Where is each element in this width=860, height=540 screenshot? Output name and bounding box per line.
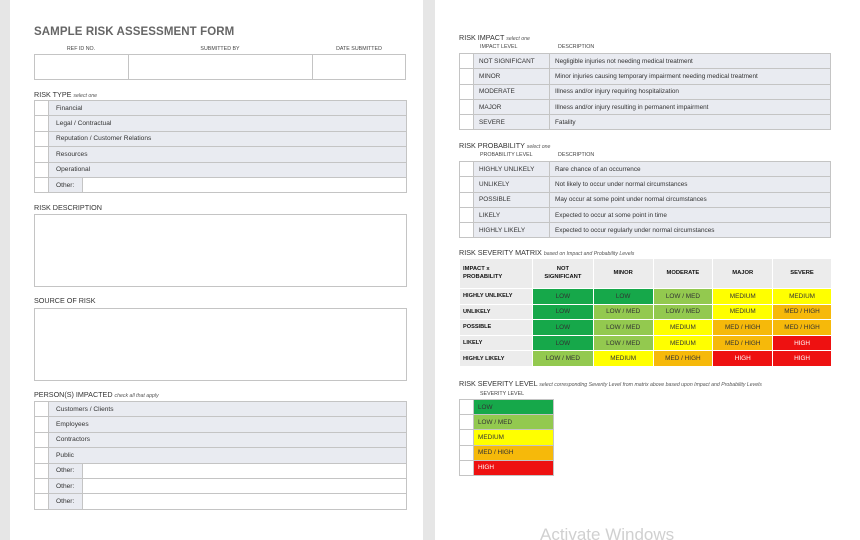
persons-impacted-list xyxy=(34,401,407,510)
severity-checkbox[interactable] xyxy=(460,460,474,475)
risk-type-checkbox[interactable] xyxy=(35,162,49,177)
risk-probability-heading xyxy=(459,141,550,150)
list-item xyxy=(35,402,407,417)
risk-probability-title: RISK PROBABILITY xyxy=(459,141,525,150)
probability-description: Rare chance of an occurrence xyxy=(550,162,831,177)
risk-type-note: select one xyxy=(73,93,98,99)
ref-id-field[interactable] xyxy=(34,54,129,80)
table-row xyxy=(460,207,831,222)
severity-level-title: RISK SEVERITY LEVEL xyxy=(459,379,538,388)
severity-level-option: MED / HIGH xyxy=(474,445,554,460)
probability-checkbox[interactable] xyxy=(460,192,474,207)
matrix-cell: LOW / MED xyxy=(593,304,653,320)
impact-level: SEVERE xyxy=(474,115,550,130)
person-other-field[interactable] xyxy=(83,463,407,478)
person-other-field[interactable] xyxy=(83,494,407,509)
risk-impact-heading xyxy=(459,33,530,42)
person-checkbox[interactable] xyxy=(35,402,49,417)
risk-type-option: Financial xyxy=(49,101,407,116)
risk-type-option-other: Other: xyxy=(49,177,83,192)
matrix-row xyxy=(460,320,832,336)
severity-matrix-heading xyxy=(459,248,634,257)
persons-impacted-title: PERSON(S) IMPACTED xyxy=(34,390,113,399)
impact-checkbox[interactable] xyxy=(460,84,474,99)
severity-level-note: select corresponding Severity Level from matrix above based upon Impact and Probability Levels xyxy=(539,382,762,388)
matrix-corner-line: IMPACT x xyxy=(463,266,490,272)
list-item xyxy=(35,101,407,116)
matrix-col-header: MODERATE xyxy=(653,259,713,289)
person-option: Customers / Clients xyxy=(49,402,407,417)
matrix-row xyxy=(460,351,832,367)
person-other-field[interactable] xyxy=(83,478,407,493)
severity-level-table xyxy=(459,399,554,476)
probability-checkbox[interactable] xyxy=(460,177,474,192)
list-item xyxy=(35,448,407,463)
list-item xyxy=(35,116,407,131)
matrix-col-header: MINOR xyxy=(593,259,653,289)
impact-checkbox[interactable] xyxy=(460,54,474,69)
matrix-header-row xyxy=(460,259,832,289)
person-option-other: Other: xyxy=(49,463,83,478)
severity-checkbox[interactable] xyxy=(460,445,474,460)
matrix-row xyxy=(460,289,832,305)
matrix-cell: HIGH xyxy=(773,335,832,351)
impact-level: MAJOR xyxy=(474,99,550,114)
list-item xyxy=(35,478,407,493)
probability-description: Not likely to occur under normal circumstances xyxy=(550,177,831,192)
matrix-row-header: HIGHLY LIKELY xyxy=(460,351,533,367)
table-row xyxy=(460,445,554,460)
matrix-corner-header xyxy=(460,259,533,289)
impact-description: Illness and/or injury resulting in permanent impairment xyxy=(550,99,831,114)
person-checkbox[interactable] xyxy=(35,432,49,447)
impact-description: Fatality xyxy=(550,115,831,130)
risk-impact-title: RISK IMPACT xyxy=(459,33,505,42)
matrix-corner-line: PROBABILITY xyxy=(463,273,503,280)
table-row xyxy=(460,99,831,114)
matrix-col-header xyxy=(532,259,593,289)
severity-checkbox[interactable] xyxy=(460,430,474,445)
matrix-cell: MEDIUM xyxy=(653,335,713,351)
list-item xyxy=(35,463,407,478)
matrix-row xyxy=(460,304,832,320)
impact-checkbox[interactable] xyxy=(460,69,474,84)
severity-level-option: LOW xyxy=(474,400,554,415)
matrix-col-header: SEVERE xyxy=(773,259,832,289)
activate-windows-watermark: Activate Windows xyxy=(540,525,675,540)
severity-matrix-table xyxy=(459,258,832,367)
persons-impacted-heading xyxy=(34,390,159,399)
risk-type-checkbox[interactable] xyxy=(35,101,49,116)
risk-type-checkbox[interactable] xyxy=(35,131,49,146)
severity-level-option: MEDIUM xyxy=(474,430,554,445)
matrix-cell: LOW / MED xyxy=(653,289,713,305)
risk-type-option: Resources xyxy=(49,147,407,162)
risk-type-heading xyxy=(34,90,97,99)
risk-type-list xyxy=(34,100,407,193)
person-option-other: Other: xyxy=(49,478,83,493)
risk-type-checkbox[interactable] xyxy=(35,147,49,162)
severity-level-col-header: SEVERITY LEVEL xyxy=(480,391,525,397)
table-row xyxy=(460,460,554,475)
impact-level: MODERATE xyxy=(474,84,550,99)
table-row xyxy=(460,115,831,130)
person-option: Employees xyxy=(49,417,407,432)
person-checkbox[interactable] xyxy=(35,478,49,493)
source-of-risk-field[interactable] xyxy=(34,308,407,381)
risk-description-heading: RISK DESCRIPTION xyxy=(34,203,102,212)
person-checkbox[interactable] xyxy=(35,417,49,432)
table-row xyxy=(460,430,554,445)
matrix-row-header: POSSIBLE xyxy=(460,320,533,336)
matrix-cell: MED / HIGH xyxy=(713,335,773,351)
impact-desc-col-header: DESCRIPTION xyxy=(558,44,595,50)
probability-description: May occur at some point under normal circumstances xyxy=(550,192,831,207)
persons-impacted-note: check all that apply xyxy=(114,393,159,399)
table-row xyxy=(460,162,831,177)
matrix-row-header: UNLIKELY xyxy=(460,304,533,320)
risk-type-checkbox[interactable] xyxy=(35,177,49,192)
matrix-cell: LOW / MED xyxy=(593,335,653,351)
matrix-cell: HIGH xyxy=(773,351,832,367)
probability-level: HIGHLY UNLIKELY xyxy=(474,162,550,177)
person-option: Public xyxy=(49,448,407,463)
matrix-cell: MED / HIGH xyxy=(773,304,832,320)
list-item xyxy=(35,177,407,192)
matrix-cell: MED / HIGH xyxy=(773,320,832,336)
severity-checkbox[interactable] xyxy=(460,400,474,415)
matrix-col-header-line: SIGNIFICANT xyxy=(544,273,582,280)
table-row xyxy=(460,223,831,238)
probability-level-col-header: PROBABILITY LEVEL xyxy=(480,152,533,158)
severity-level-heading xyxy=(459,379,762,388)
person-option-other: Other: xyxy=(49,494,83,509)
matrix-row-header: HIGHLY UNLIKELY xyxy=(460,289,533,305)
risk-type-option: Operational xyxy=(49,162,407,177)
impact-checkbox[interactable] xyxy=(460,115,474,130)
severity-level-option: LOW / MED xyxy=(474,415,554,430)
table-row xyxy=(460,415,554,430)
matrix-cell: HIGH xyxy=(713,351,773,367)
risk-probability-table xyxy=(459,161,831,238)
list-item xyxy=(35,131,407,146)
impact-checkbox[interactable] xyxy=(460,99,474,114)
severity-matrix-title: RISK SEVERITY MATRIX xyxy=(459,248,542,257)
table-row xyxy=(460,192,831,207)
probability-level: POSSIBLE xyxy=(474,192,550,207)
probability-checkbox[interactable] xyxy=(460,223,474,238)
probability-level: HIGHLY LIKELY xyxy=(474,223,550,238)
impact-level: MINOR xyxy=(474,69,550,84)
list-item xyxy=(35,147,407,162)
table-row xyxy=(460,400,554,415)
matrix-cell: LOW xyxy=(593,289,653,305)
matrix-cell: LOW / MED xyxy=(593,320,653,336)
person-checkbox[interactable] xyxy=(35,494,49,509)
probability-desc-col-header: DESCRIPTION xyxy=(558,152,595,158)
risk-impact-table xyxy=(459,53,831,130)
ref-id-label: REF ID NO. xyxy=(66,46,96,52)
risk-type-title: RISK TYPE xyxy=(34,90,72,99)
table-row xyxy=(460,69,831,84)
impact-description: Negligible injuries not needing medical treatment xyxy=(550,54,831,69)
risk-type-other-field[interactable] xyxy=(83,177,407,192)
date-submitted-field[interactable] xyxy=(312,54,406,80)
list-item xyxy=(35,162,407,177)
submitted-by-field[interactable] xyxy=(128,54,313,80)
matrix-col-header-line: NOT xyxy=(556,266,570,272)
matrix-cell: MEDIUM xyxy=(713,304,773,320)
table-row xyxy=(460,84,831,99)
person-checkbox[interactable] xyxy=(35,463,49,478)
impact-description: Minor injuries causing temporary impairment needing medical treatment xyxy=(550,69,831,84)
probability-description: Expected to occur at some point in time xyxy=(550,207,831,222)
matrix-cell: LOW xyxy=(532,335,593,351)
form-page-right xyxy=(435,0,860,540)
probability-level: UNLIKELY xyxy=(474,177,550,192)
risk-type-checkbox[interactable] xyxy=(35,116,49,131)
impact-description: Illness and/or injury requiring hospitalization xyxy=(550,84,831,99)
matrix-row-header: LIKELY xyxy=(460,335,533,351)
risk-type-option: Reputation / Customer Relations xyxy=(49,131,407,146)
matrix-cell: LOW xyxy=(532,304,593,320)
table-row xyxy=(460,54,831,69)
impact-level: NOT SIGNIFICANT xyxy=(474,54,550,69)
form-page-left xyxy=(10,0,423,540)
probability-checkbox[interactable] xyxy=(460,162,474,177)
matrix-cell: LOW / MED xyxy=(532,351,593,367)
matrix-cell: LOW xyxy=(532,320,593,336)
severity-checkbox[interactable] xyxy=(460,415,474,430)
severity-level-option: HIGH xyxy=(474,460,554,475)
probability-description: Expected to occur regularly under normal circumstances xyxy=(550,223,831,238)
person-checkbox[interactable] xyxy=(35,448,49,463)
risk-type-option: Legal / Contractual xyxy=(49,116,407,131)
source-of-risk-heading: SOURCE OF RISK xyxy=(34,296,96,305)
matrix-cell: MED / HIGH xyxy=(713,320,773,336)
matrix-row xyxy=(460,335,832,351)
list-item xyxy=(35,494,407,509)
submitted-by-label: SUBMITTED BY xyxy=(200,46,240,52)
form-title: SAMPLE RISK ASSESSMENT FORM xyxy=(34,26,235,38)
impact-level-col-header: IMPACT LEVEL xyxy=(480,44,518,50)
matrix-cell: MEDIUM xyxy=(773,289,832,305)
risk-impact-note: select one xyxy=(506,36,530,42)
matrix-cell: LOW xyxy=(532,289,593,305)
probability-level: LIKELY xyxy=(474,207,550,222)
severity-matrix-note: based on Impact and Probability Levels xyxy=(543,251,635,257)
risk-description-field[interactable] xyxy=(34,214,407,287)
matrix-cell: MEDIUM xyxy=(593,351,653,367)
date-submitted-label: DATE SUBMITTED xyxy=(336,46,382,52)
list-item xyxy=(35,417,407,432)
list-item xyxy=(35,432,407,447)
risk-probability-note: select one xyxy=(526,144,551,150)
person-option: Contractors xyxy=(49,432,407,447)
probability-checkbox[interactable] xyxy=(460,207,474,222)
matrix-cell: MED / HIGH xyxy=(653,351,713,367)
matrix-cell: MEDIUM xyxy=(713,289,773,305)
matrix-cell: LOW / MED xyxy=(653,304,713,320)
matrix-col-header: MAJOR xyxy=(713,259,773,289)
matrix-cell: MEDIUM xyxy=(653,320,713,336)
table-row xyxy=(460,177,831,192)
